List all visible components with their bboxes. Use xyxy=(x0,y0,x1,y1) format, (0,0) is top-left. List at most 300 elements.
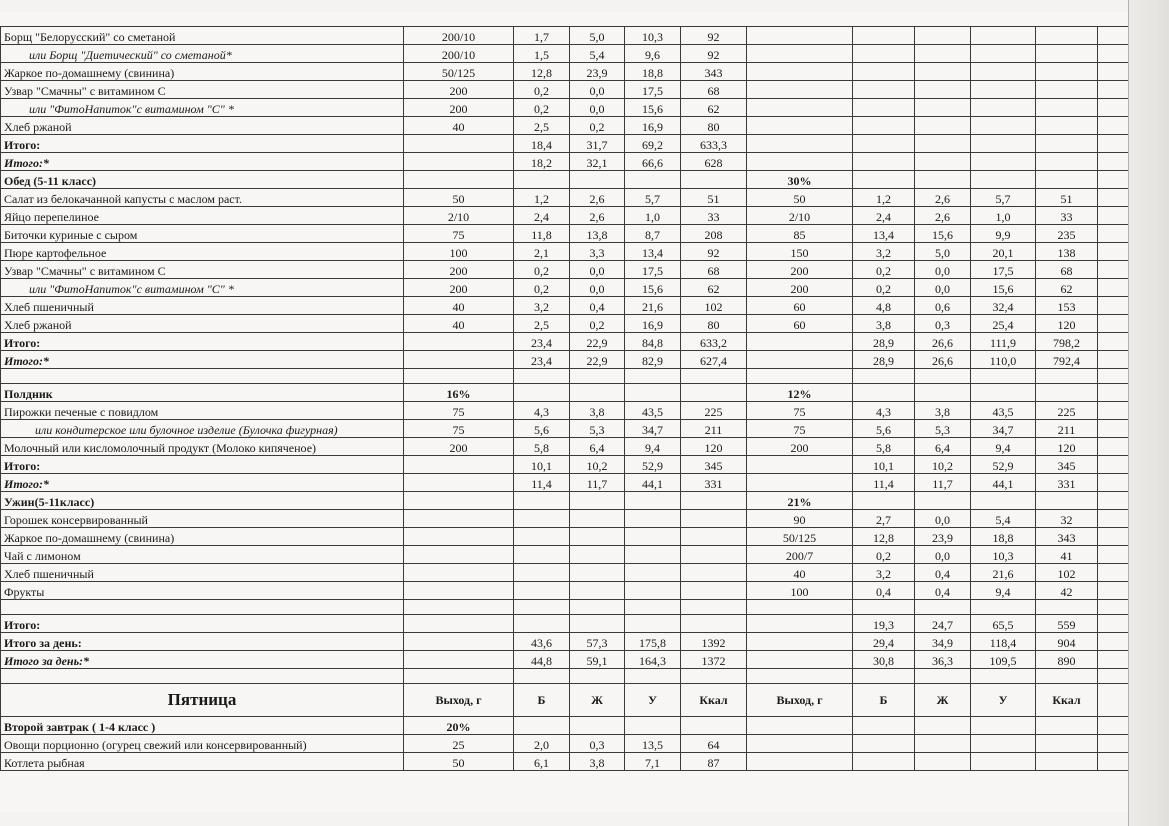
fat-2-cell: 0,6 xyxy=(915,297,971,315)
menu-table-body xyxy=(1,27,1129,684)
fat-2-cell: 23,9 xyxy=(915,528,971,546)
kcal-1-cell: 68 xyxy=(681,261,747,279)
protein-2-cell xyxy=(853,135,915,153)
dish-name-cell: Хлеб ржаной xyxy=(1,315,404,333)
carbs-2-cell: 1,0 xyxy=(971,207,1036,225)
fat-2-cell xyxy=(915,45,971,63)
empty-cell xyxy=(1098,420,1129,438)
protein-1-cell: 18,4 xyxy=(514,135,570,153)
output-1-cell xyxy=(404,510,514,528)
fat-2-cell: 3,8 xyxy=(915,402,971,420)
table-row xyxy=(1,279,1129,297)
protein-1-cell: 0,2 xyxy=(514,99,570,117)
output-2-cell: 200 xyxy=(747,438,853,456)
dish-name-cell: Фрукты xyxy=(1,582,404,600)
protein-1-cell xyxy=(514,384,570,402)
fat-1-cell: 57,3 xyxy=(570,633,625,651)
fat-1-cell: 5,3 xyxy=(570,420,625,438)
dish-name-cell: Итого:* xyxy=(1,474,404,492)
protein-2-cell: 11,4 xyxy=(853,474,915,492)
kcal-2-cell xyxy=(1036,369,1098,384)
carbs-2-cell xyxy=(971,153,1036,171)
output-1-cell xyxy=(404,492,514,510)
empty-cell xyxy=(1098,669,1129,684)
fat-2-cell: 10,2 xyxy=(915,456,971,474)
table-row xyxy=(1,99,1129,117)
fat-1-cell: 0,4 xyxy=(570,297,625,315)
kcal-2-cell: 120 xyxy=(1036,315,1098,333)
fat-1-cell: 0,2 xyxy=(570,117,625,135)
kcal-2-cell: 33 xyxy=(1036,207,1098,225)
carbs-2-cell xyxy=(971,369,1036,384)
kcal-1-cell xyxy=(681,510,747,528)
empty-cell xyxy=(1098,207,1129,225)
carbs-2-cell: 109,5 xyxy=(971,651,1036,669)
protein-1-cell xyxy=(514,171,570,189)
output-1-cell: 16% xyxy=(404,384,514,402)
output-1-cell xyxy=(404,633,514,651)
kcal-1-cell xyxy=(681,528,747,546)
dish-name-cell: Хлеб пшеничный xyxy=(1,297,404,315)
empty-cell xyxy=(1098,297,1129,315)
fat-1-cell: 2,6 xyxy=(570,207,625,225)
carbs-2-cell: 34,7 xyxy=(971,420,1036,438)
empty-cell xyxy=(1098,384,1129,402)
fat-1-cell: 0,0 xyxy=(570,81,625,99)
output-2-cell xyxy=(747,81,853,99)
carbs-1-cell: 69,2 xyxy=(625,135,681,153)
kcal-2-cell xyxy=(1036,492,1098,510)
carbs-1-cell: 15,6 xyxy=(625,99,681,117)
carbs-2-cell xyxy=(971,63,1036,81)
carbs-1-cell xyxy=(625,600,681,615)
output-2-cell: 150 xyxy=(747,243,853,261)
fat-2-cell: 24,7 xyxy=(915,615,971,633)
output-1-cell: 100 xyxy=(404,243,514,261)
protein-2-cell: 28,9 xyxy=(853,333,915,351)
carbs-2-cell: 9,9 xyxy=(971,225,1036,243)
dish-name-cell: Итого: xyxy=(1,135,404,153)
dish-name-cell: Итого за день: xyxy=(1,633,404,651)
fat-1-cell: 32,1 xyxy=(570,153,625,171)
output-2-cell: 90 xyxy=(747,510,853,528)
dish-name-cell: Пюре картофельное xyxy=(1,243,404,261)
empty-cell xyxy=(1098,402,1129,420)
fat-1-cell xyxy=(570,369,625,384)
protein-2-cell: 10,1 xyxy=(853,456,915,474)
output-1-cell xyxy=(404,528,514,546)
carbs-1-cell: 9,4 xyxy=(625,438,681,456)
output-1-cell: 50 xyxy=(404,753,514,771)
kcal-1-cell xyxy=(681,582,747,600)
empty-cell xyxy=(1098,279,1129,297)
carbs-1-cell: 18,8 xyxy=(625,63,681,81)
fat-2-cell xyxy=(915,153,971,171)
carbs-2-cell: 44,1 xyxy=(971,474,1036,492)
dish-name-cell: или "ФитоНапиток"с витамином "С" * xyxy=(1,279,404,297)
output-1-cell: 200 xyxy=(404,99,514,117)
output-2-cell: 60 xyxy=(747,315,853,333)
fat-1-cell xyxy=(570,615,625,633)
kcal-1-cell xyxy=(681,492,747,510)
output-1-cell xyxy=(404,600,514,615)
kcal-1-cell: 1392 xyxy=(681,633,747,651)
kcal-1-cell: 120 xyxy=(681,438,747,456)
table-row xyxy=(1,117,1129,135)
kcal-2-cell: 32 xyxy=(1036,510,1098,528)
fat-1-cell: 0,3 xyxy=(570,735,625,753)
kcal-1-cell: 225 xyxy=(681,402,747,420)
output-2-cell xyxy=(747,669,853,684)
protein-2-cell xyxy=(853,369,915,384)
kcal-2-cell xyxy=(1036,171,1098,189)
protein-2-cell xyxy=(853,99,915,117)
empty-cell xyxy=(1098,351,1129,369)
fat-2-cell: 0,0 xyxy=(915,510,971,528)
empty-cell xyxy=(1098,510,1129,528)
kcal-1-cell: 92 xyxy=(681,243,747,261)
empty-cell xyxy=(1098,546,1129,564)
fat-1-cell: 11,7 xyxy=(570,474,625,492)
protein-2-cell xyxy=(853,117,915,135)
dish-name-cell: Борщ "Белорусский" со сметаной xyxy=(1,27,404,45)
empty-cell xyxy=(1098,528,1129,546)
kcal-2-cell: 102 xyxy=(1036,564,1098,582)
protein-1-cell: 6,1 xyxy=(514,753,570,771)
empty-cell xyxy=(1098,582,1129,600)
dish-name-cell: Пирожки печеные с повидлом xyxy=(1,402,404,420)
output-1-cell: 40 xyxy=(404,297,514,315)
protein-2-cell xyxy=(853,63,915,81)
empty-cell xyxy=(1098,651,1129,669)
kcal-2-cell: 798,2 xyxy=(1036,333,1098,351)
output-1-cell xyxy=(404,564,514,582)
total-row xyxy=(1,651,1129,669)
output-2-cell: 30% xyxy=(747,171,853,189)
dish-name-cell: Хлеб пшеничный xyxy=(1,564,404,582)
empty-cell xyxy=(1098,753,1129,771)
fat-1-cell: 22,9 xyxy=(570,351,625,369)
protein-1-cell: 0,2 xyxy=(514,261,570,279)
fat-1-cell: 31,7 xyxy=(570,135,625,153)
output-2-cell xyxy=(747,651,853,669)
kcal-2-cell xyxy=(1036,153,1098,171)
empty-cell xyxy=(1098,243,1129,261)
dish-name-cell: Овощи порционно (огурец свежий или консервированный) xyxy=(1,735,404,753)
protein-1-cell: 2,0 xyxy=(514,735,570,753)
kcal-2-cell: 211 xyxy=(1036,420,1098,438)
protein-2-cell xyxy=(853,492,915,510)
carbs-1-cell: 16,9 xyxy=(625,117,681,135)
carbs-1-cell: 44,1 xyxy=(625,474,681,492)
kcal-2-cell: 153 xyxy=(1036,297,1098,315)
empty-cell xyxy=(1098,81,1129,99)
kcal-1-cell xyxy=(681,717,747,735)
protein-1-cell xyxy=(514,717,570,735)
dish-name-cell: Жаркое по-домашнему (свинина) xyxy=(1,63,404,81)
fat-2-cell: 26,6 xyxy=(915,333,971,351)
fat-2-cell: 15,6 xyxy=(915,225,971,243)
output-2-cell: 40 xyxy=(747,564,853,582)
empty-cell xyxy=(1098,171,1129,189)
table-row xyxy=(1,735,1129,753)
output-1-cell: 200 xyxy=(404,261,514,279)
protein-1-cell: 1,7 xyxy=(514,27,570,45)
protein-1-cell: 0,2 xyxy=(514,81,570,99)
dish-name-cell: Жаркое по-домашнему (свинина) xyxy=(1,528,404,546)
kcal-1-cell: 208 xyxy=(681,225,747,243)
output-2-cell xyxy=(747,63,853,81)
fat-2-cell xyxy=(915,669,971,684)
empty-cell xyxy=(1098,189,1129,207)
menu-table xyxy=(0,26,1129,771)
section-row xyxy=(1,171,1129,189)
empty-cell xyxy=(1098,333,1129,351)
carbs-1-cell xyxy=(625,582,681,600)
carbs-1-cell: 8,7 xyxy=(625,225,681,243)
output-2-cell: 75 xyxy=(747,420,853,438)
carbs-2-cell xyxy=(971,669,1036,684)
protein-1-cell: 2,4 xyxy=(514,207,570,225)
fat-2-cell: 0,4 xyxy=(915,564,971,582)
empty-cell xyxy=(1098,315,1129,333)
dish-name-cell: или кондитерское или булочное изделие (Булочка фигурная) xyxy=(1,420,404,438)
carbs-1-cell: 17,5 xyxy=(625,81,681,99)
table-row xyxy=(1,402,1129,420)
carbs-2-cell: 9,4 xyxy=(971,438,1036,456)
output-2-cell: 200/7 xyxy=(747,546,853,564)
kcal-1-cell: 627,4 xyxy=(681,351,747,369)
output-2-cell xyxy=(747,135,853,153)
protein-1-cell: 5,8 xyxy=(514,438,570,456)
carbs-2-cell xyxy=(971,99,1036,117)
empty-cell xyxy=(1098,135,1129,153)
protein-2-cell: 0,2 xyxy=(853,546,915,564)
header-kcal-2: Ккал xyxy=(1036,684,1098,717)
header-output-2: Выход, г xyxy=(747,684,853,717)
carbs-1-cell: 13,5 xyxy=(625,735,681,753)
table-row xyxy=(1,369,1129,384)
fat-2-cell: 0,0 xyxy=(915,261,971,279)
output-2-cell xyxy=(747,633,853,651)
fat-2-cell xyxy=(915,27,971,45)
table-row xyxy=(1,600,1129,615)
fat-2-cell xyxy=(915,117,971,135)
kcal-2-cell: 42 xyxy=(1036,582,1098,600)
fat-1-cell xyxy=(570,528,625,546)
header-protein-1: Б xyxy=(514,684,570,717)
table-row xyxy=(1,753,1129,771)
kcal-2-cell: 68 xyxy=(1036,261,1098,279)
fat-2-cell: 0,3 xyxy=(915,315,971,333)
header-output-1: Выход, г xyxy=(404,684,514,717)
output-2-cell xyxy=(747,333,853,351)
fat-1-cell: 3,8 xyxy=(570,402,625,420)
dish-name-cell: Итого: xyxy=(1,456,404,474)
total-row xyxy=(1,633,1129,651)
kcal-1-cell: 628 xyxy=(681,153,747,171)
fat-1-cell xyxy=(570,510,625,528)
kcal-1-cell xyxy=(681,600,747,615)
output-1-cell: 50/125 xyxy=(404,63,514,81)
fat-1-cell: 0,0 xyxy=(570,279,625,297)
output-1-cell: 200 xyxy=(404,438,514,456)
output-2-cell xyxy=(747,153,853,171)
protein-1-cell: 0,2 xyxy=(514,279,570,297)
dish-name-cell xyxy=(1,369,404,384)
kcal-2-cell: 138 xyxy=(1036,243,1098,261)
protein-2-cell xyxy=(853,27,915,45)
empty-cell xyxy=(1098,261,1129,279)
carbs-2-cell: 15,6 xyxy=(971,279,1036,297)
table-row xyxy=(1,669,1129,684)
fat-1-cell xyxy=(570,384,625,402)
dish-name-cell: Итого:* xyxy=(1,153,404,171)
table-row xyxy=(1,528,1129,546)
table-row xyxy=(1,189,1129,207)
table-row xyxy=(1,510,1129,528)
kcal-2-cell: 343 xyxy=(1036,528,1098,546)
fat-1-cell: 23,9 xyxy=(570,63,625,81)
kcal-2-cell xyxy=(1036,669,1098,684)
protein-2-cell: 29,4 xyxy=(853,633,915,651)
kcal-1-cell: 343 xyxy=(681,63,747,81)
friday-header-row xyxy=(1,684,1129,717)
kcal-1-cell xyxy=(681,369,747,384)
kcal-1-cell xyxy=(681,564,747,582)
carbs-1-cell: 175,8 xyxy=(625,633,681,651)
kcal-2-cell xyxy=(1036,63,1098,81)
carbs-1-cell: 34,7 xyxy=(625,420,681,438)
empty-cell xyxy=(1098,600,1129,615)
output-1-cell xyxy=(404,153,514,171)
output-2-cell: 85 xyxy=(747,225,853,243)
kcal-2-cell: 792,4 xyxy=(1036,351,1098,369)
output-2-cell: 50 xyxy=(747,189,853,207)
table-row xyxy=(1,81,1129,99)
kcal-2-cell: 345 xyxy=(1036,456,1098,474)
dish-name-cell: Итого за день:* xyxy=(1,651,404,669)
carbs-2-cell: 9,4 xyxy=(971,582,1036,600)
protein-2-cell: 19,3 xyxy=(853,615,915,633)
protein-1-cell: 2,5 xyxy=(514,315,570,333)
fat-2-cell: 5,3 xyxy=(915,420,971,438)
output-2-cell xyxy=(747,99,853,117)
fat-2-cell: 11,7 xyxy=(915,474,971,492)
carbs-1-cell: 66,6 xyxy=(625,153,681,171)
kcal-1-cell: 68 xyxy=(681,81,747,99)
carbs-1-cell xyxy=(625,669,681,684)
fat-2-cell: 26,6 xyxy=(915,351,971,369)
kcal-2-cell: 225 xyxy=(1036,402,1098,420)
fat-2-cell: 6,4 xyxy=(915,438,971,456)
kcal-1-cell: 64 xyxy=(681,735,747,753)
table-row xyxy=(1,297,1129,315)
output-1-cell: 75 xyxy=(404,225,514,243)
fat-1-cell: 59,1 xyxy=(570,651,625,669)
output-1-cell: 2/10 xyxy=(404,207,514,225)
empty-cell xyxy=(1098,564,1129,582)
carbs-2-cell xyxy=(971,117,1036,135)
protein-1-cell xyxy=(514,546,570,564)
protein-2-cell xyxy=(853,45,915,63)
kcal-2-cell: 559 xyxy=(1036,615,1098,633)
output-1-cell: 40 xyxy=(404,315,514,333)
protein-2-cell: 28,9 xyxy=(853,351,915,369)
fat-1-cell xyxy=(570,171,625,189)
output-1-cell xyxy=(404,333,514,351)
fat-2-cell xyxy=(915,735,971,753)
protein-1-cell: 5,6 xyxy=(514,420,570,438)
carbs-2-cell: 111,9 xyxy=(971,333,1036,351)
fat-1-cell xyxy=(570,717,625,735)
kcal-2-cell: 62 xyxy=(1036,279,1098,297)
empty-cell xyxy=(1098,153,1129,171)
protein-2-cell xyxy=(853,81,915,99)
carbs-1-cell xyxy=(625,510,681,528)
protein-2-cell xyxy=(853,735,915,753)
protein-1-cell: 23,4 xyxy=(514,333,570,351)
protein-2-cell: 0,4 xyxy=(853,582,915,600)
table-row xyxy=(1,315,1129,333)
kcal-1-cell: 331 xyxy=(681,474,747,492)
carbs-2-cell: 43,5 xyxy=(971,402,1036,420)
output-2-cell xyxy=(747,717,853,735)
protein-1-cell: 43,6 xyxy=(514,633,570,651)
output-2-cell: 21% xyxy=(747,492,853,510)
carbs-1-cell xyxy=(625,171,681,189)
protein-1-cell: 1,5 xyxy=(514,45,570,63)
output-1-cell: 40 xyxy=(404,117,514,135)
empty-cell xyxy=(1098,45,1129,63)
dish-name-cell: Молочный или кисломолочный продукт (Молоко кипяченое) xyxy=(1,438,404,456)
empty-cell xyxy=(1098,99,1129,117)
fat-1-cell: 5,0 xyxy=(570,27,625,45)
carbs-1-cell: 5,7 xyxy=(625,189,681,207)
fat-2-cell xyxy=(915,81,971,99)
dish-name-cell: Яйцо перепелиное xyxy=(1,207,404,225)
carbs-2-cell xyxy=(971,45,1036,63)
empty-cell xyxy=(1098,735,1129,753)
kcal-2-cell: 41 xyxy=(1036,546,1098,564)
carbs-1-cell xyxy=(625,384,681,402)
kcal-2-cell: 904 xyxy=(1036,633,1098,651)
fat-1-cell: 6,4 xyxy=(570,438,625,456)
carbs-2-cell: 21,6 xyxy=(971,564,1036,582)
dish-name-cell: Итого:* xyxy=(1,351,404,369)
output-1-cell xyxy=(404,651,514,669)
empty-cell xyxy=(1098,717,1129,735)
dish-name-cell: Ужин(5-11класс) xyxy=(1,492,404,510)
carbs-1-cell xyxy=(625,546,681,564)
kcal-1-cell: 80 xyxy=(681,315,747,333)
table-row xyxy=(1,27,1129,45)
total-row xyxy=(1,333,1129,351)
header-kcal-1: Ккал xyxy=(681,684,747,717)
table-row xyxy=(1,261,1129,279)
kcal-2-cell xyxy=(1036,735,1098,753)
output-1-cell: 200 xyxy=(404,81,514,99)
kcal-2-cell xyxy=(1036,81,1098,99)
carbs-2-cell xyxy=(971,384,1036,402)
carbs-2-cell: 5,7 xyxy=(971,189,1036,207)
fat-2-cell: 5,0 xyxy=(915,243,971,261)
kcal-2-cell xyxy=(1036,717,1098,735)
output-2-cell: 60 xyxy=(747,297,853,315)
header-fat-1: Ж xyxy=(570,684,625,717)
kcal-1-cell: 62 xyxy=(681,99,747,117)
output-1-cell: 75 xyxy=(404,420,514,438)
